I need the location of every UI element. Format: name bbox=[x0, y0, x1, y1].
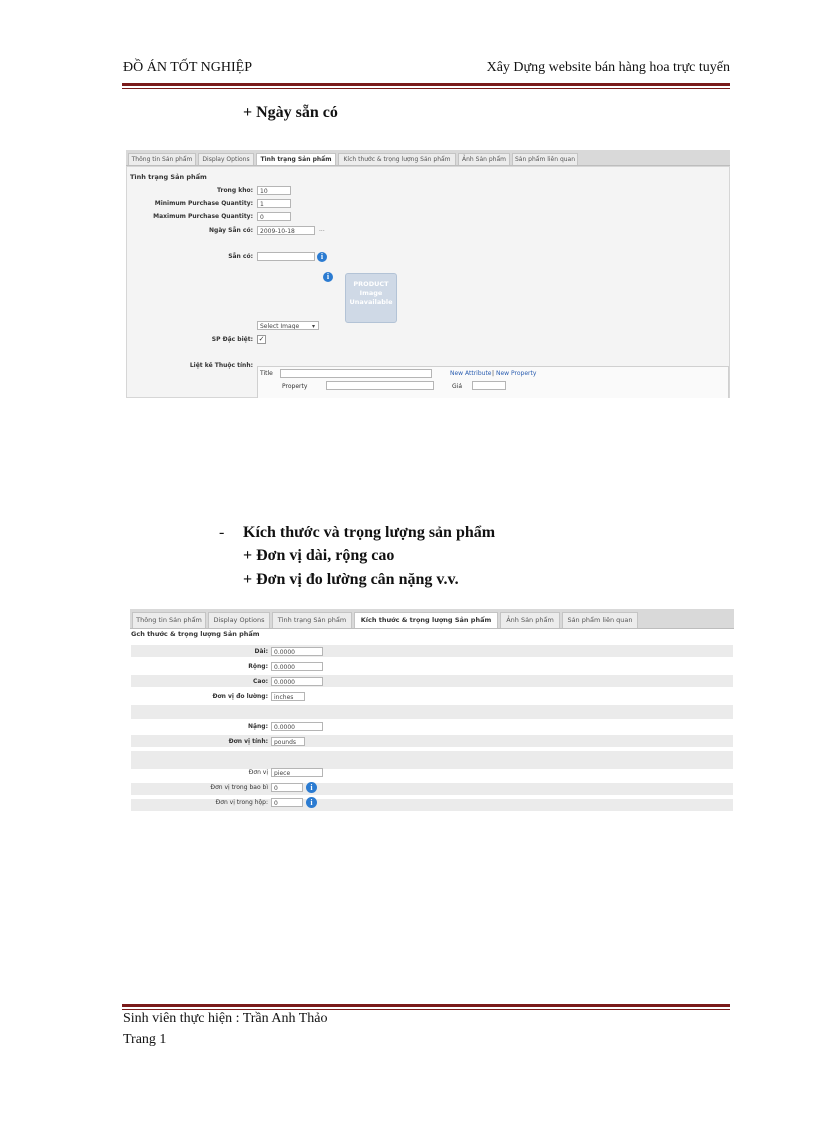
section-title: Tình trạng Sản phẩm bbox=[130, 173, 207, 181]
link-new-property[interactable]: New Property bbox=[496, 370, 537, 377]
label-don-vi-bao-bi: Đơn vị trong bao bì bbox=[210, 784, 268, 791]
bullet-kich-thuoc: Kích thước và trọng lượng sản phẩm bbox=[243, 524, 496, 541]
tab-kich-thuoc[interactable]: Kích thước & trọng lượng Sản phẩm bbox=[338, 153, 456, 165]
input-don-vi-trong-hop[interactable]: 0 bbox=[271, 798, 303, 807]
section-title: Gch thước & trọng lượng Sản phẩm bbox=[131, 630, 260, 638]
link-new-attribute[interactable]: New Attribute bbox=[450, 370, 492, 377]
screenshot-tinh-trang bbox=[126, 150, 730, 398]
property-label: Property bbox=[282, 383, 308, 390]
gia-label: Giá bbox=[452, 383, 462, 390]
info-icon[interactable]: i bbox=[323, 272, 333, 282]
header-rule bbox=[122, 83, 730, 86]
label-rong: Rộng: bbox=[248, 663, 268, 670]
info-icon[interactable]: i bbox=[306, 782, 317, 793]
header-right-title: Xây Dựng website bán hàng hoa trực tuyến bbox=[486, 60, 730, 75]
date-picker-button[interactable]: ... bbox=[319, 226, 325, 233]
input-nang[interactable]: 0.0000 bbox=[271, 722, 323, 731]
header-rule-thin bbox=[122, 88, 730, 89]
label-nang: Nặng: bbox=[247, 723, 268, 730]
tab-tinh-trang[interactable]: Tình trạng Sản phẩm bbox=[256, 153, 336, 165]
label-don-vi-do-luong: Đơn vị đo lường: bbox=[212, 693, 268, 700]
tab-thong-tin[interactable]: Thông tin Sản phẩm bbox=[128, 153, 196, 165]
select-image-dropdown[interactable] bbox=[257, 321, 319, 330]
tab-display-options[interactable]: Display Options bbox=[198, 153, 254, 165]
input-don-vi-do-luong[interactable]: inches bbox=[271, 692, 305, 701]
label-trong-kho: Trong kho: bbox=[217, 187, 253, 194]
tab-panel bbox=[126, 166, 730, 398]
info-icon[interactable]: i bbox=[306, 797, 317, 808]
input-min-qty[interactable]: 1 bbox=[257, 199, 291, 208]
label-min-qty: Minimum Purchase Quantity: bbox=[154, 200, 253, 207]
chevron-down-icon: ▾ bbox=[311, 323, 315, 330]
body-line-don-vi-can-nang: + Đơn vị đo lường cân nặng v.v. bbox=[243, 571, 459, 588]
input-gia[interactable] bbox=[472, 381, 506, 390]
tab-bar bbox=[126, 150, 730, 166]
info-icon[interactable]: i bbox=[317, 252, 327, 262]
input-property[interactable] bbox=[326, 381, 434, 390]
label-liet-ke-thuoc-tinh: Liệt kê Thuộc tính: bbox=[189, 362, 253, 369]
tab-lien-quan[interactable]: Sản phẩm liên quan bbox=[562, 612, 638, 628]
tab-kich-thuoc[interactable]: Kích thước & trọng lượng Sản phẩm bbox=[354, 612, 498, 628]
row-stripe bbox=[131, 751, 733, 769]
label-cao: Cao: bbox=[253, 678, 268, 685]
tab-thong-tin[interactable]: Thông tin Sản phẩm bbox=[132, 612, 206, 628]
input-dai[interactable]: 0.0000 bbox=[271, 647, 323, 656]
input-ngay-san-co[interactable]: 2009-10-18 bbox=[257, 226, 315, 235]
input-cao[interactable]: 0.0000 bbox=[271, 677, 323, 686]
label-max-qty: Maximum Purchase Quantity: bbox=[153, 213, 253, 220]
label-don-vi-trong-hop: Đơn vị trong hộp: bbox=[215, 799, 268, 806]
bullet-dash: - bbox=[219, 524, 225, 541]
label-ngay-san-co: Ngày Sẵn có: bbox=[209, 227, 253, 234]
footer-rule bbox=[122, 1004, 730, 1007]
tab-display-options[interactable]: Display Options bbox=[208, 612, 270, 628]
row-stripe bbox=[131, 675, 733, 687]
footer-rule-thin bbox=[122, 1009, 730, 1010]
tab-tinh-trang[interactable]: Tình trạng Sản phẩm bbox=[272, 612, 352, 628]
link-separator: | bbox=[492, 370, 495, 377]
body-line-ngay-san-co: + Ngày sẵn có bbox=[243, 104, 338, 121]
label-dai: Dài: bbox=[254, 648, 268, 655]
footer-student: Sinh viên thực hiện : Trần Anh Thảo bbox=[123, 1011, 328, 1026]
footer-page-number: Trang 1 bbox=[123, 1032, 167, 1047]
input-san-co[interactable] bbox=[257, 252, 315, 261]
checkbox-sp-dac-biet[interactable]: ✓ bbox=[258, 335, 265, 343]
input-don-vi-bao-bi[interactable]: 0 bbox=[271, 783, 303, 792]
screenshot-kich-thuoc bbox=[130, 609, 734, 812]
input-trong-kho[interactable]: 10 bbox=[257, 186, 291, 195]
title-label: Title bbox=[260, 370, 273, 377]
product-image-placeholder: PRODUCT Image Unavailable bbox=[345, 273, 397, 323]
label-don-vi: Đơn vị bbox=[248, 769, 268, 776]
select-image-value: Select Image bbox=[260, 323, 300, 330]
body-line-don-vi-dai: + Đơn vị dài, rộng cao bbox=[243, 547, 395, 564]
tab-anh[interactable]: Ảnh Sản phẩm bbox=[458, 153, 510, 165]
input-don-vi[interactable]: piece bbox=[271, 768, 323, 777]
tab-bar bbox=[130, 609, 734, 629]
label-sp-dac-biet: SP Đặc biệt: bbox=[211, 336, 253, 343]
header-left-title: ĐỒ ÁN TỐT NGHIỆP bbox=[123, 60, 252, 75]
input-max-qty[interactable]: 0 bbox=[257, 212, 291, 221]
tab-panel bbox=[130, 629, 734, 812]
input-don-vi-tinh[interactable]: pounds bbox=[271, 737, 305, 746]
row-stripe bbox=[131, 645, 733, 657]
row-stripe bbox=[131, 735, 733, 747]
label-don-vi-tinh: Đơn vị tính: bbox=[228, 738, 268, 745]
tab-anh[interactable]: Ảnh Sản phẩm bbox=[500, 612, 560, 628]
input-rong[interactable]: 0.0000 bbox=[271, 662, 323, 671]
label-san-co: Sẵn có: bbox=[228, 253, 253, 260]
input-title[interactable] bbox=[280, 369, 432, 378]
row-stripe bbox=[131, 705, 733, 719]
attribute-box bbox=[257, 366, 729, 398]
tab-lien-quan[interactable]: Sản phẩm liên quan bbox=[512, 153, 578, 165]
